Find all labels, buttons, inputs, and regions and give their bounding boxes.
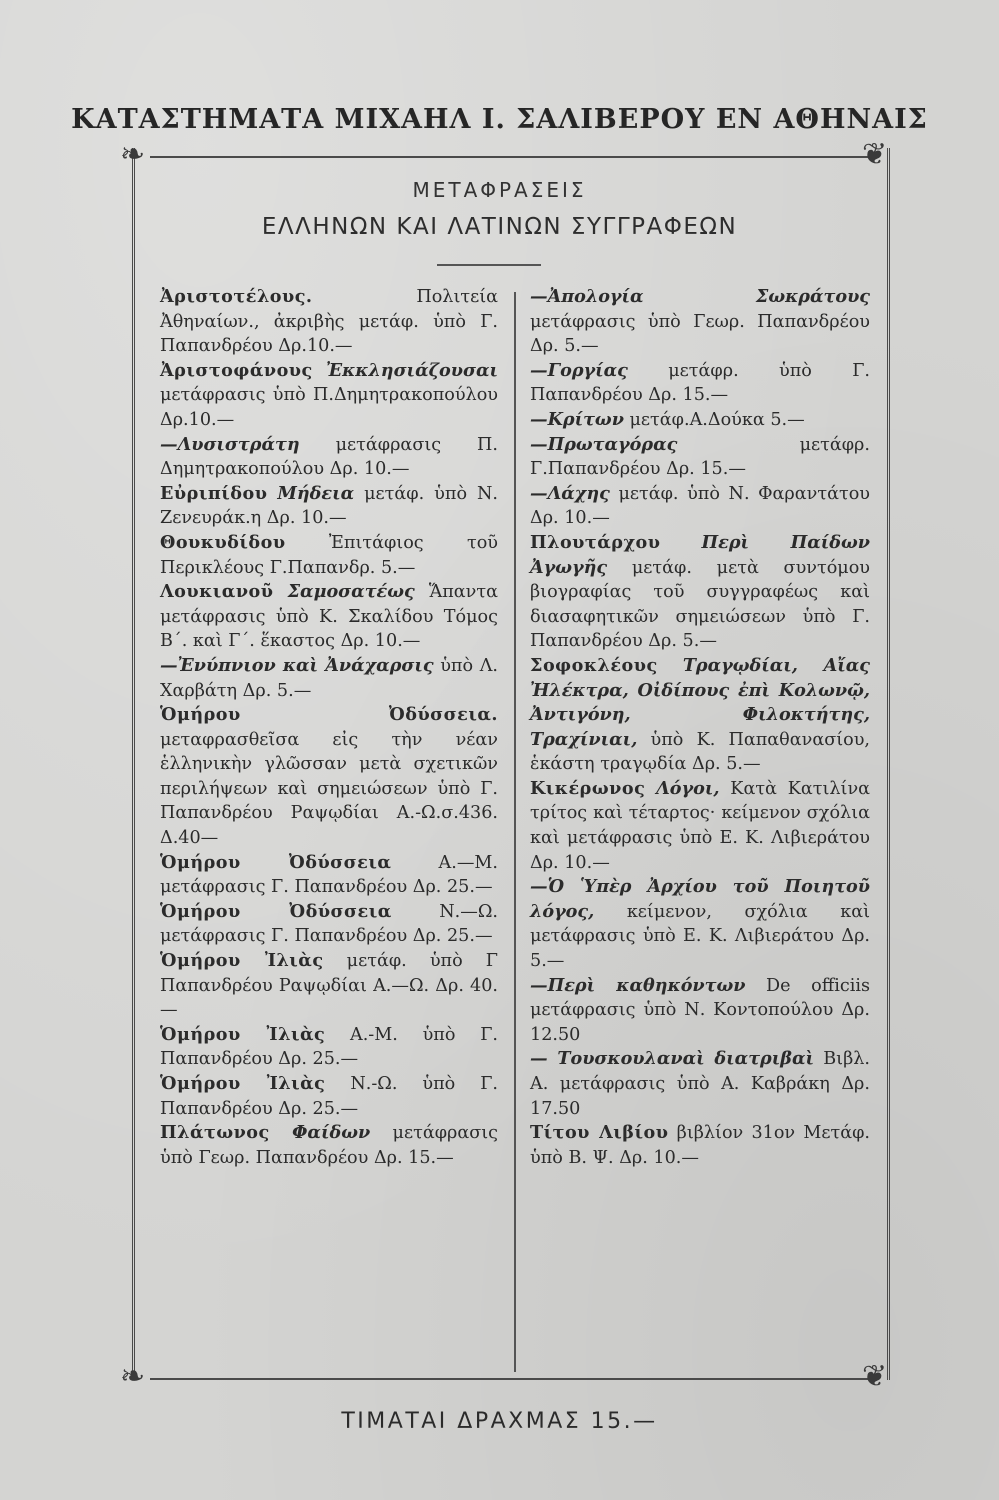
entry-price: Δρ.10.— [278, 336, 353, 357]
entry-price: Δρ. 10.— [619, 1147, 699, 1168]
entry-description: Ν.—Ω. μετάφρασις Γ. Παπανδρέου [160, 901, 498, 947]
title-rule [437, 264, 541, 266]
entry-title: —Περὶ καθηκόντων [530, 974, 746, 996]
entry-title: Σαμοσατέως [287, 581, 415, 603]
entry-description: Πολιτεία Ἀθηναίων., ἀκριβὴς μετάφ. ὑπὸ Γ. Παπανδρέου [160, 287, 498, 357]
entry-title: Λόγοι, [656, 777, 720, 799]
entry-description: De officiis μετάφρασις ὑπὸ Ν. Κοντοπούλου [530, 975, 870, 1021]
entry-description: μετάφρασις ὑπὸ Γεωρ. Παπανδρέου [530, 311, 870, 332]
entry-price: Δρ. 15.— [373, 1147, 454, 1168]
entry-author: Κικέρωνος [530, 777, 646, 799]
entry-author: Θουκυδίδου [160, 531, 286, 553]
entry-description: μετάφρ. ὑπὸ Γ. Παπανδρέου [530, 360, 870, 406]
entry-description: ὑπὸ Λ. Χαρβάτη [160, 655, 498, 701]
catalog-entry [160, 703, 498, 851]
entry-price: Δρ. 40.— [160, 975, 499, 1021]
catalog-entry [530, 359, 870, 408]
entry-author: Ὁμήρου Ἰλιὰς [160, 1023, 326, 1045]
left-column [160, 285, 498, 1170]
entry-author: Ὁμήρου Ἰλιὰς [160, 1073, 326, 1094]
entry-author: Ἀριστοτέλους. [160, 286, 313, 307]
entry-author: Ὁμήρου Ὀδύσσεια. [160, 704, 498, 726]
catalog-entry [530, 974, 870, 1048]
right-column [530, 285, 870, 1170]
entry-description: μεταφρασθεῖσα εἰς τὴν νέαν ἑλληνικὴν γλῶσσαν μετὰ σχετικῶν περιλήψεων καὶ σημειώσεων ὑπὸ Γ. Παπανδρέου Ραψῳδίαι Α.-Ω.σ.436. [160, 729, 498, 824]
entry-price: Δρ. 5.— [648, 631, 717, 652]
catalog-entry [160, 433, 498, 482]
catalog-entry [530, 408, 870, 433]
entry-description: βιβλίον 31ον Μετάφ. ὑπὸ Β. Ψ. [530, 1123, 870, 1168]
entry-author: Ὁμήρου Ἰλιὰς [160, 950, 324, 972]
entry-description: Α.-Μ. ὑπὸ Γ. Παπανδρέου [160, 1024, 499, 1070]
entry-description: Ν.-Ω. ὑπὸ Γ. Παπανδρέου [160, 1074, 499, 1119]
entry-title: Ἐκκλησιάζουσαι [325, 359, 498, 381]
entry-price: Δρ. 10.— [329, 459, 410, 480]
price-footer: ΤΙΜΑΤΑΙ ΔΡΑΧΜΑΣ 15.— [341, 1409, 658, 1434]
catalog-entry [530, 285, 870, 359]
catalog-entry [160, 285, 498, 359]
entry-title: Φαίδων [292, 1122, 371, 1144]
catalog-entry [160, 851, 498, 900]
entry-price: Δρ. 5.— [691, 754, 761, 775]
entry-price: Δρ. 15.— [648, 385, 729, 406]
entry-description: μετάφ. ὑπὸ Γ Παπανδρέου Ραψῳδίαι Α.—Ω. [160, 951, 499, 996]
entry-title: —Λάχης [530, 482, 610, 504]
entry-description: Κατὰ Κατιλίνα τρίτος καὶ τέταρτος· κείμενον σχόλια καὶ μετάφρασις ὑπὸ Ε. Κ. Λιβιεράτου [530, 778, 871, 849]
entry-description: κείμενον, σχόλια καὶ μετάφρασις ὑπὸ Ε. Κ. Λιβιεράτου [530, 901, 870, 947]
entry-title: —Λυσιστράτη [160, 433, 300, 455]
catalog-entry [160, 482, 498, 531]
column-divider [514, 292, 516, 1372]
entry-price: Δρ. 10.— [530, 508, 610, 529]
entry-description: μετάφρ. Γ.Παπανδρέου [530, 434, 870, 480]
catalog-entry [160, 654, 498, 703]
entry-title: —Ὁ Ὑπὲρ Ἀρχίου τοῦ Ποιητοῦ λόγος, [530, 876, 870, 922]
entry-title: —Πρωταγόρας [530, 433, 678, 455]
entry-price: Δρ. 5.— [242, 680, 312, 701]
entry-price: Δρ. 12.50 [530, 1000, 870, 1045]
entry-title: — Τουσκουλαναὶ διατριβαὶ [530, 1048, 814, 1070]
entry-price: Δρ. 15.— [666, 459, 746, 480]
scroll-ornament-icon: ❦ [862, 1359, 888, 1394]
catalog-entry [530, 433, 870, 482]
catalog-entry [160, 900, 498, 949]
entry-description: Βιβλ. Α. μετάφρασις ὑπὸ Α. Καβράκη [530, 1049, 870, 1094]
catalog-entry [530, 531, 870, 654]
entry-price: Δρ. 25.— [278, 1098, 359, 1119]
catalog-entry [530, 1047, 870, 1121]
catalog-entry [530, 654, 870, 777]
entry-title: Τραγῳδίαι, Αἴας Ἠλέκτρα, Οἰδίπους ἐπὶ Κολωνῷ, Ἀντιγόνη, Φιλοκτήτης, Τραχίνιαι, [530, 654, 870, 750]
entry-title: Περὶ Παίδων Ἀγωγῆς [530, 531, 871, 578]
catalog-entry [160, 1072, 498, 1121]
entry-price: Δρ. 25.— [412, 877, 493, 898]
catalog-entry [160, 580, 498, 654]
entry-price: Δρ. 10.— [530, 852, 610, 873]
catalog-entry [530, 875, 870, 973]
entry-author: Τίτου Λιβίου [530, 1122, 669, 1144]
entry-description: ὑπὸ Κ. Παπαθανασίου, ἑκάστη τραγῳδία [530, 729, 871, 775]
entry-price: Δρ. 5.— [530, 926, 871, 972]
entry-description: μετάφ. ὑπὸ Ν. Φαραντάτου [618, 483, 870, 504]
scroll-ornament-icon: ❧ [120, 137, 146, 172]
entry-price: 5.— [380, 557, 416, 578]
entry-title: —Ἀπολογία Σωκράτους [530, 286, 870, 307]
entry-description: μετάφρασις ὑπὸ Π.Δημητρακοπούλου [160, 385, 498, 406]
catalog-entry [530, 482, 870, 531]
entry-price: Δ.40— [160, 828, 219, 849]
entry-title: —Κρίτων [530, 408, 624, 430]
entry-description: μετάφρασις Π. Δημητρακοπούλου [160, 434, 498, 480]
entry-price: Δρ. 17.50 [530, 1074, 870, 1119]
entry-author: Λουκιανοῦ [160, 581, 274, 603]
entry-price: 5.— [770, 409, 805, 430]
entry-description: μετάφ.Α.Δούκα [629, 409, 765, 430]
entry-author: Ἀριστοφάνους [160, 359, 313, 381]
catalog-entry [160, 359, 498, 433]
entry-author: Πλάτωνος [160, 1122, 270, 1144]
entry-author: Ὁμήρου Ὀδύσσεια [160, 900, 392, 922]
entry-price: Δρ.10.— [160, 409, 235, 430]
scroll-ornament-icon: ❦ [862, 137, 888, 172]
frame-bottom-rule [150, 1378, 870, 1380]
entry-price: Δρ. 10.— [340, 631, 421, 652]
entry-title: —Γοργίας [530, 359, 628, 381]
entry-description: Ἐπιτάφιος τοῦ Περικλέους Γ.Παπανδρ. [160, 532, 498, 578]
entry-description: Ἅπαντα μετάφρασις ὑπὸ Κ. Σκαλίδου Τόμος Β΄. καὶ Γ΄. ἕκαστος [160, 582, 498, 652]
entry-description: μετάφ. μετὰ συντόμου βιογραφίας τοῦ συγγραφέως καὶ διασαφητικῶν σημειώσεων ὑπὸ Γ. Παπανδρέου [530, 557, 871, 652]
entry-title: —Ἐνύπνιον καὶ Ἀνάχαρσις [160, 654, 434, 676]
entry-description: μετάφ. ὑπὸ Ν. Ζενευράκ.η [160, 483, 498, 529]
entry-price: Δρ. 25.— [278, 1049, 359, 1070]
catalog-entry [160, 531, 498, 580]
entry-description: Α.—Μ. μετάφρασις Γ. Παπανδρέου [160, 852, 499, 898]
scroll-ornament-icon: ❧ [120, 1359, 146, 1394]
entry-author: Πλουτάρχου [530, 531, 661, 553]
entry-author: Σοφοκλέους [530, 654, 658, 676]
frame-top-rule [150, 156, 870, 158]
entry-price: Δρ. 25.— [412, 926, 493, 947]
publisher-heading: ΚΑΤΑΣΤΗΜΑΤΑ ΜΙΧΑΗΛ Ι. ΣΑΛΙΒΕΡΟΥ ΕΝ ΑΘΗΝΑΙΣ [71, 104, 928, 135]
entry-description: μετάφρασις ὑπὸ Γεωρ. Παπανδρέου [160, 1123, 498, 1168]
entry-price: Δρ. 5.— [530, 336, 599, 357]
entry-title: Μήδεια [277, 482, 355, 504]
section-label: ΜΕΤΑΦΡΑΣΕΙΣ [412, 178, 587, 202]
section-title: ΕΛΛΗΝΩΝ ΚΑΙ ΛΑΤΙΝΩΝ ΣΥΓΓΡΑΦΕΩΝ [261, 214, 738, 240]
catalog-entry [530, 1121, 870, 1170]
entry-author: Ὁμήρου Ὀδύσσεια [160, 851, 392, 873]
catalog-entry [160, 949, 498, 1023]
catalog-entry [160, 1121, 498, 1170]
catalog-entry [160, 1023, 498, 1072]
catalog-entry [530, 777, 870, 875]
entry-author: Εὐριπίδου [160, 482, 268, 504]
entry-price: Δρ. 10.— [266, 508, 347, 529]
